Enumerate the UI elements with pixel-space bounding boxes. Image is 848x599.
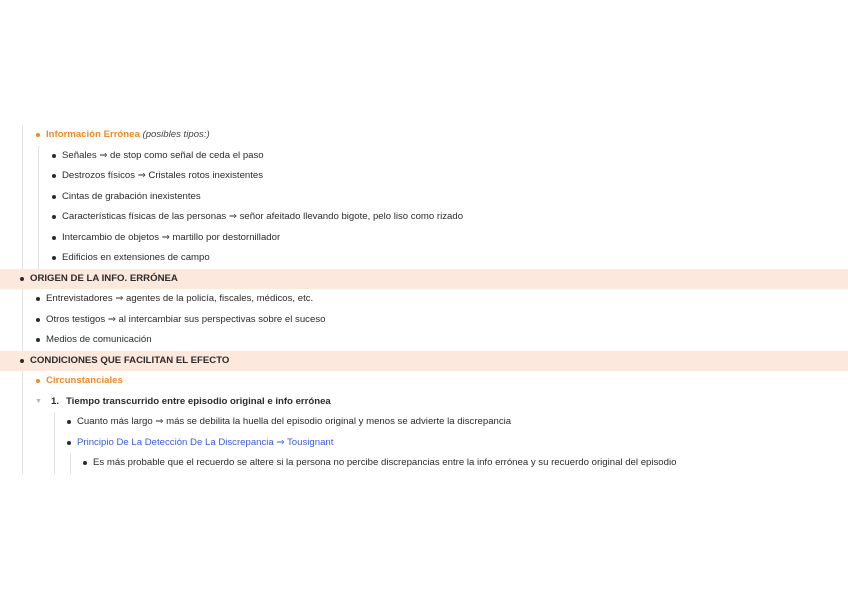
item-text: Medios de comunicación <box>46 334 152 345</box>
item-text: Cintas de grabación inexistentes <box>62 190 201 202</box>
outline-heading-origen[interactable] <box>0 269 848 290</box>
outline-item[interactable] <box>0 207 848 228</box>
bullet[interactable] <box>52 195 56 199</box>
indent-guide <box>38 207 39 228</box>
indent-guide <box>38 187 39 208</box>
item-note: (posibles tipos:) <box>142 129 210 140</box>
indent-guide <box>22 453 23 474</box>
indent-guide <box>22 146 23 167</box>
indent-guide <box>22 289 23 310</box>
indent-guide <box>38 166 39 187</box>
indent-guide <box>54 453 55 474</box>
bullet[interactable] <box>36 297 40 301</box>
indent-guide <box>22 433 23 454</box>
outline-item[interactable] <box>0 228 848 249</box>
outline-item[interactable] <box>0 412 848 433</box>
outline-document <box>0 125 848 474</box>
indent-guide <box>22 207 23 228</box>
outline-item[interactable] <box>0 146 848 167</box>
heading-text: CONDICIONES QUE FACILITAN EL EFECTO <box>30 354 230 366</box>
author-link[interactable]: Tousignant <box>287 436 334 448</box>
item-text: Cuanto más largo ⇒ más se debilita la huella del episodio original y menos se advierte la discrepancia <box>77 416 512 427</box>
outline-item[interactable] <box>0 187 848 208</box>
bullet[interactable] <box>36 318 40 322</box>
principle-link[interactable]: Principio De La Detección De La Discrepancia <box>77 436 274 448</box>
item-label: Información Errónea <box>46 129 140 140</box>
indent-guide <box>38 228 39 249</box>
item-text: Características físicas de las personas ⇒ señor afeitado llevando bigote, pelo liso como rizado <box>62 211 464 222</box>
item-text: Tiempo transcurrido entre episodio original e info errónea <box>66 395 331 407</box>
bullet[interactable] <box>52 215 56 219</box>
bullet[interactable] <box>52 236 56 240</box>
bullet[interactable] <box>20 359 24 363</box>
indent-guide <box>70 453 71 474</box>
item-text: Entrevistadores ⇒ agentes de la policía, fiscales, médicos, etc. <box>46 293 314 304</box>
bullet[interactable] <box>20 277 24 281</box>
bullet[interactable] <box>83 461 87 465</box>
heading-text: ORIGEN DE LA INFO. ERRÓNEA <box>30 272 178 284</box>
bullet[interactable] <box>67 420 71 424</box>
bullet[interactable] <box>67 441 71 445</box>
indent-guide <box>54 412 55 433</box>
outline-item-informacion-erronea[interactable] <box>0 125 848 146</box>
item-text: Edificios en extensiones de campo <box>62 252 210 263</box>
outline-item[interactable] <box>0 310 848 331</box>
outline-item[interactable] <box>0 248 848 269</box>
indent-guide <box>22 228 23 249</box>
indent-guide <box>22 187 23 208</box>
indent-guide <box>22 310 23 331</box>
arrow-text: ⇒ <box>276 436 285 448</box>
bullet[interactable] <box>36 133 40 137</box>
outline-heading-condiciones[interactable] <box>0 351 848 372</box>
item-text: Intercambio de objetos ⇒ martillo por destornillador <box>62 231 281 243</box>
bullet[interactable] <box>36 379 40 383</box>
item-number: 1. <box>51 395 60 407</box>
outline-item-principio[interactable] <box>0 433 848 454</box>
indent-guide <box>22 166 23 187</box>
triangle-down-icon[interactable]: ▼ <box>35 397 42 405</box>
outline-item-circunstanciales[interactable] <box>0 371 848 392</box>
item-text: Destrozos físicos ⇒ Cristales rotos inexistentes <box>62 170 264 181</box>
outline-item[interactable] <box>0 330 848 351</box>
indent-guide <box>22 392 23 413</box>
item-text: Otros testigos ⇒ al intercambiar sus perspectivas sobre el suceso <box>46 313 326 325</box>
bullet[interactable] <box>36 338 40 342</box>
indent-guide <box>54 433 55 454</box>
indent-guide <box>38 146 39 167</box>
bullet[interactable] <box>52 256 56 260</box>
outline-item[interactable] <box>0 289 848 310</box>
indent-guide <box>22 248 23 269</box>
indent-guide <box>22 125 23 146</box>
outline-numbered-item[interactable] <box>0 392 848 413</box>
outline-item[interactable] <box>0 166 848 187</box>
item-text: Señales ⇒ de stop como señal de ceda el paso <box>62 149 264 161</box>
indent-guide <box>22 371 23 392</box>
indent-guide <box>22 330 23 351</box>
bullet[interactable] <box>52 154 56 158</box>
item-text: Es más probable que el recuerdo se altere si la persona no percibe discrepancias entre la info errónea y su recuerdo original del episodio <box>93 457 677 468</box>
item-text: Circunstanciales <box>46 375 123 386</box>
indent-guide <box>22 412 23 433</box>
bullet[interactable] <box>52 174 56 178</box>
outline-item[interactable] <box>0 453 848 474</box>
indent-guide <box>38 248 39 269</box>
